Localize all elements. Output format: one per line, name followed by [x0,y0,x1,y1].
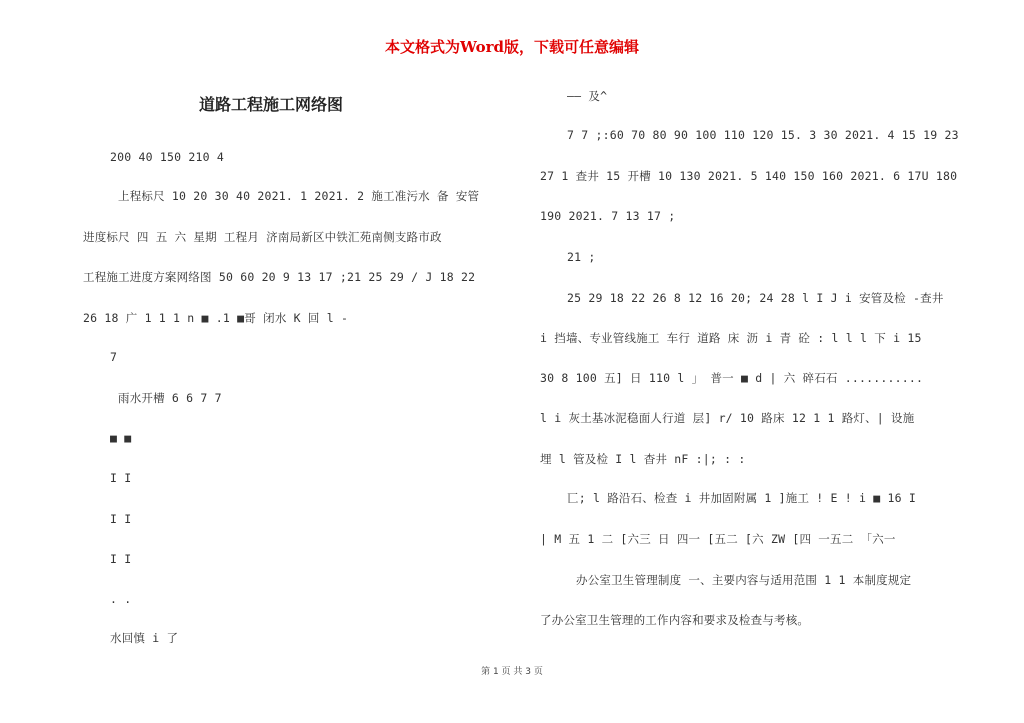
document-title: 道路工程施工网络图 [199,95,344,114]
right-line-7: i 挡墙、专业管线施工 车行 道路 床 沥 i 青 砼 : l l l 下 i 15 [540,331,922,345]
right-line-9: l i 灰土基冰泥稳面人行道 层] r/ 10 路床 12 1 1 路灯、| 设施 [540,411,915,425]
right-line-4: 190 2021. 7 13 17 ; [540,209,676,223]
left-line-2: 上程标尺 10 20 30 40 2021. 1 2021. 2 施工准污水 备 安管 [118,189,480,203]
right-line-14: 了办公室卫生管理的工作内容和要求及检查与考核。 [540,613,810,627]
left-line-12: . . [110,592,132,606]
right-line-2: 7 7 ;:60 70 80 90 100 110 120 15. 3 30 2021. 4 15 19 23 [567,128,959,142]
left-line-13: 水回慎 i 了 [110,631,179,645]
left-line-4: 工程施工进度方案网络图 50 60 20 9 13 17 ;21 25 29 / J 18 22 [83,270,476,284]
right-line-11: 匸; l 路沿石、检查 i 井加固附属 1 ]施工 ! E ! i ■ 16 I [567,491,917,505]
page-number-footer: 第 1 页 共 3 页 [481,667,543,677]
right-line-1: —— 及^ [567,89,608,103]
left-line-6: 7 [110,350,118,364]
right-line-8: 30 8 100 五] 日 110 l 」 普一 ■ d | 六 碎石石 ........... [540,371,924,385]
right-line-6: 25 29 18 22 26 8 12 16 20; 24 28 l I J i 安管及检 -查井 [567,291,944,305]
left-line-8: ■ ■ [110,431,132,445]
left-line-3: 进度标尺 四 五 六 星期 工程月 济南局新区中铁汇苑南侧支路市政 [83,230,442,244]
right-line-13: 办公室卫生管理制度 一、主要内容与适用范围 1 1 本制度规定 [576,573,912,587]
left-line-11: I I [110,552,132,566]
left-line-10: I I [110,512,132,526]
left-line-7: 雨水开槽 6 6 7 7 [118,391,222,405]
right-line-10: 埋 l 管及检 I l 杳井 nF :|; : : [540,452,746,466]
right-line-5: 21 ; [567,250,596,264]
left-line-5: 26 18 广 1 1 1 n ■ .1 ■哥 闭水 K 回 l - [83,311,349,325]
left-line-1: 200 40 150 210 4 [110,150,224,164]
right-line-12: | M 五 1 二 [六三 日 四一 [五二 [六 ZW [四 一五二 「六一 [540,532,896,546]
word-format-banner: 本文格式为Word版，下载可任意编辑 [384,38,640,56]
left-line-9: I I [110,471,132,485]
right-line-3: 27 1 查井 15 开槽 10 130 2021. 5 140 150 160 2021. 6 17U 180 [540,169,958,183]
